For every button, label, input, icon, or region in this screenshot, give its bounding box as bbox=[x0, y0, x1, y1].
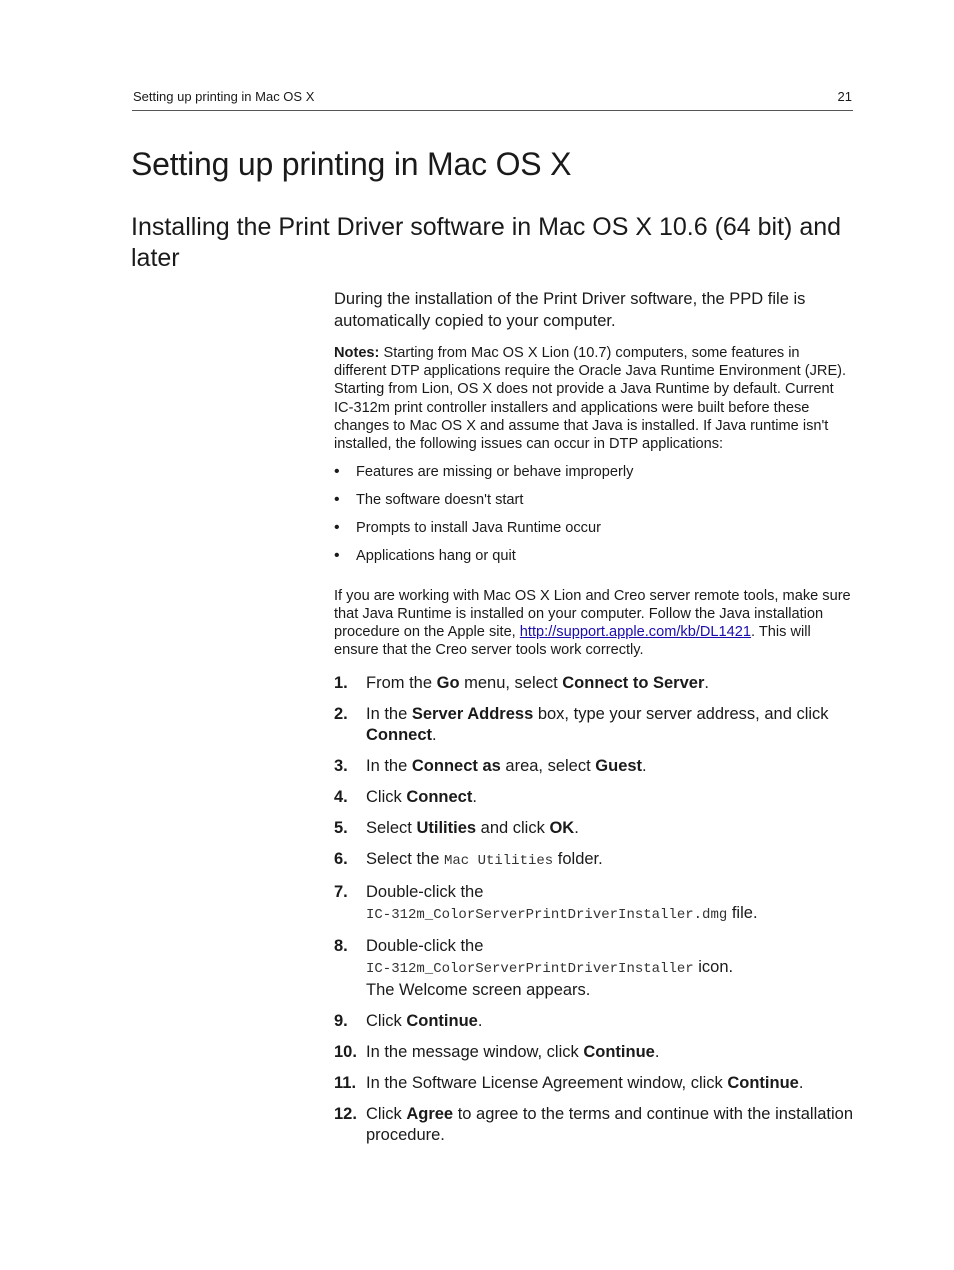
list-item: • Prompts to install Java Runtime occur bbox=[334, 518, 601, 536]
section-body bbox=[334, 288, 854, 1156]
running-header bbox=[132, 88, 853, 111]
java-paragraph: If you are working with Mac OS X Lion and Creo server remote tools, make sure that Java Runtime is installed on your computer. Follow the Java installation procedure on the Apple site, http://support.apple.com/kb/DL1421. This will ensure that the Creo server tools work correctly. bbox=[334, 587, 851, 659]
intro-paragraph: During the installation of the Print Driver software, the PPD file is automatically copied to your computer. bbox=[334, 290, 806, 330]
page-number: 21 bbox=[837, 89, 852, 104]
step-item: 9. Click Continue. bbox=[334, 1012, 483, 1031]
bullet-icon: • bbox=[334, 463, 340, 481]
file-name: IC-312m_ColorServerPrintDriverInstaller.dmg bbox=[366, 907, 728, 924]
list-item: • Features are missing or behave improperly bbox=[334, 463, 634, 481]
step-item: 3. In the Connect as area, select Guest. bbox=[334, 757, 647, 776]
running-title: Setting up printing in Mac OS X bbox=[133, 89, 315, 104]
notes-label: Notes: bbox=[334, 345, 380, 361]
installer-name: IC-312m_ColorServerPrintDriverInstaller bbox=[366, 961, 694, 978]
bullet-icon: • bbox=[334, 518, 340, 536]
steps-list bbox=[334, 673, 854, 1146]
step-item: 5. Select Utilities and click OK. bbox=[334, 819, 579, 838]
step-item: 11. In the Software License Agreement window, click Continue. bbox=[334, 1074, 804, 1093]
apple-support-link[interactable]: http://support.apple.com/kb/DL1421 bbox=[519, 624, 752, 641]
list-item: • The software doesn't start bbox=[334, 491, 524, 509]
step-item: 7. Double-click the IC-312m_ColorServerPrintDriverInstaller.dmg file. bbox=[334, 883, 758, 924]
folder-name: Mac Utilities bbox=[443, 853, 554, 870]
step-item: 1. From the Go menu, select Connect to Server. bbox=[334, 674, 709, 693]
notes-text: Starting from Mac OS X Lion (10.7) computers, some features in different DTP applications require the Oracle Java Runtime Environment (JRE). Starting from Lion, OS X does not provide a Java Runtime by default. Current IC-312m print controller installers and applications were built before these changes to Mac OS X and assume that Java is installed. If Java runtime isn't installed, the following issues can occur in DTP applications: bbox=[334, 345, 847, 453]
page-title: Setting up printing in Mac OS X bbox=[131, 146, 572, 182]
step-item: 12. Click Agree to agree to the terms and continue with the installation procedure. bbox=[334, 1105, 854, 1145]
issues-list bbox=[334, 463, 854, 564]
step-item: 6. Select the Mac Utilities folder. bbox=[334, 850, 603, 870]
bullet-icon: • bbox=[334, 491, 340, 509]
step-item: 2. In the Server Address box, type your server address, and click Connect. bbox=[334, 705, 829, 745]
section-title: Installing the Print Driver software in Mac OS X 10.6 (64 bit) and later bbox=[131, 213, 842, 272]
step-item: 10. In the message window, click Continue. bbox=[334, 1043, 660, 1062]
step-item: 4. Click Connect. bbox=[334, 788, 477, 807]
list-item: • Applications hang or quit bbox=[334, 546, 516, 564]
bullet-icon: • bbox=[334, 546, 340, 564]
step-item: 8. Double-click the IC-312m_ColorServerPrintDriverInstaller icon. The Welcome screen appears. bbox=[334, 937, 734, 1000]
notes-paragraph bbox=[334, 344, 854, 453]
